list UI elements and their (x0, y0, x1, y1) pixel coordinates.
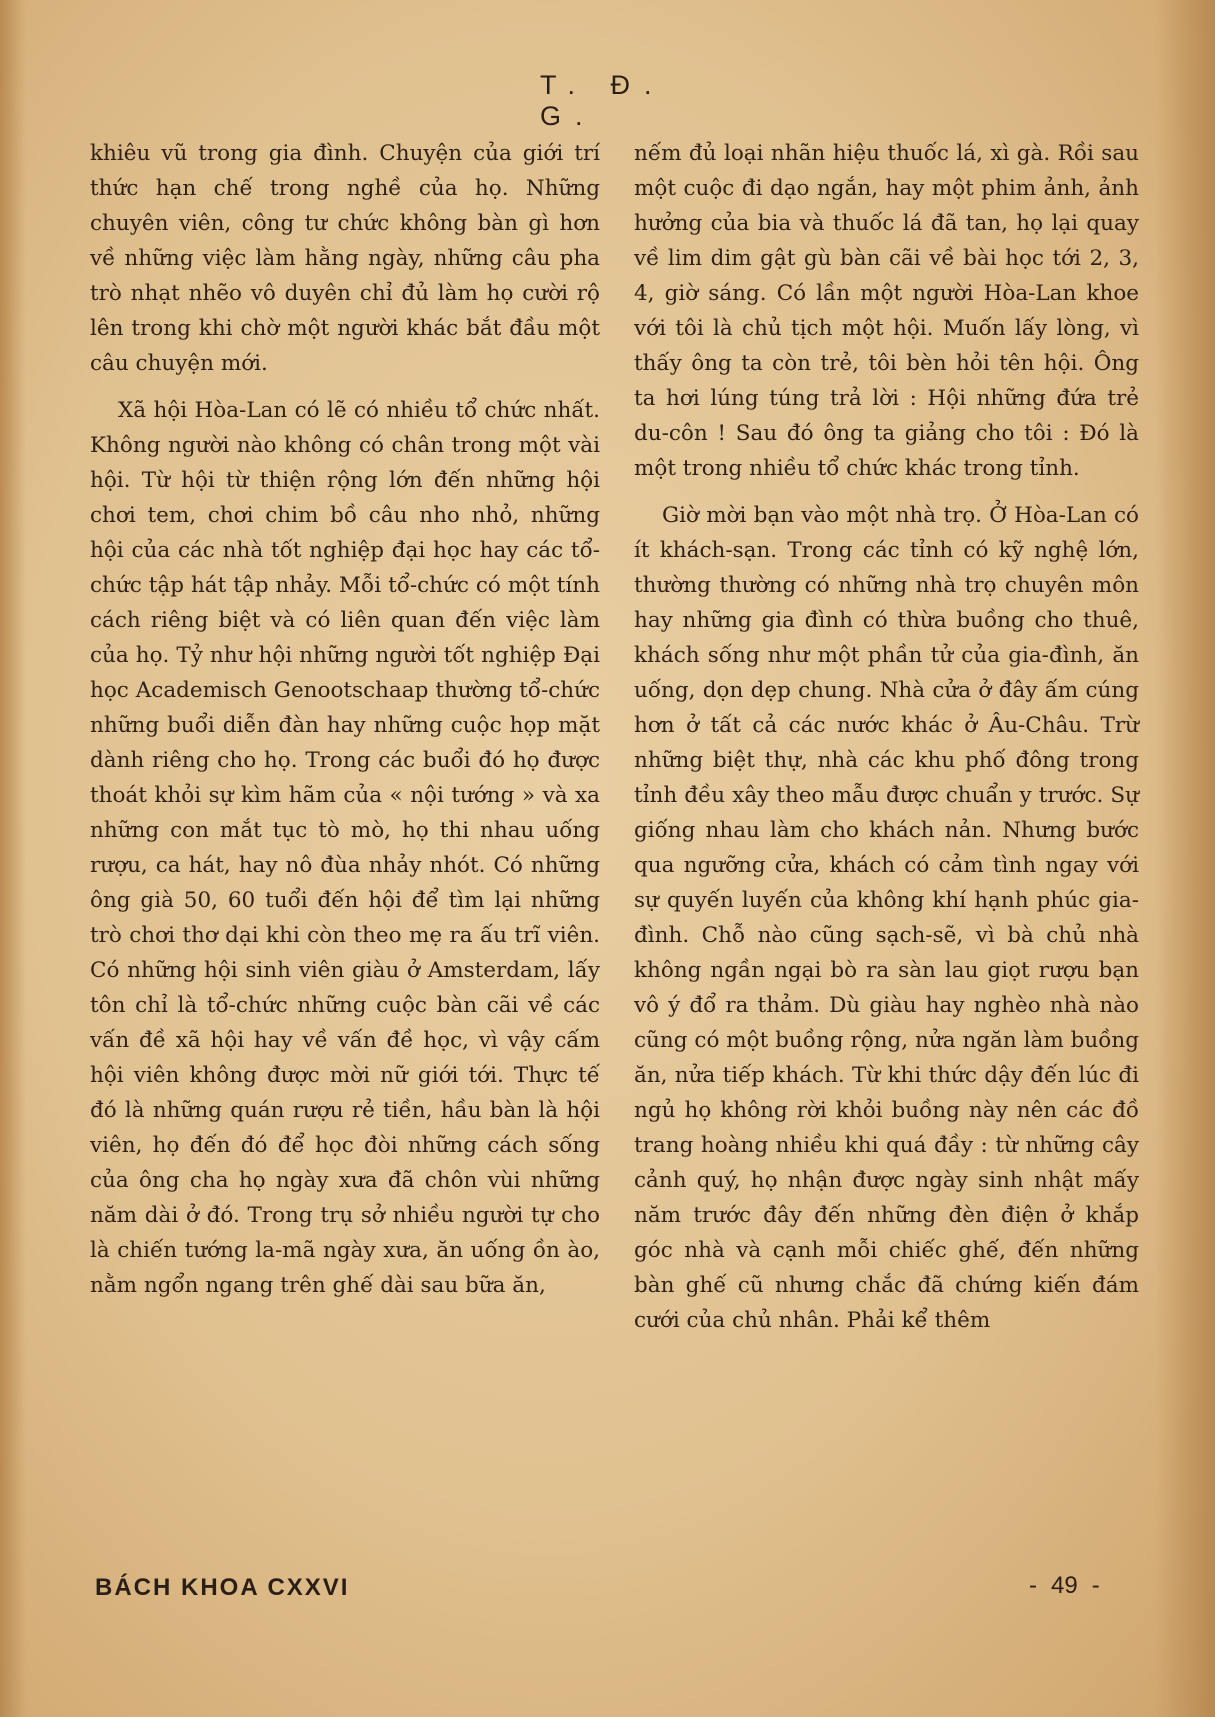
footer-dash-right: - (1091, 1572, 1100, 1599)
text-column-left (90, 136, 600, 1303)
page-edge-shadow-left (0, 0, 26, 1717)
page-number-footer (1015, 1572, 1114, 1600)
page-edge-shadow-right (1155, 0, 1215, 1717)
publication-footer: BÁCH KHOA CXXVI (95, 1574, 350, 1601)
paragraph-right-1: nếm đủ loại nhãn hiệu thuốc lá, xì gà. Rồi sau một cuộc đi dạo ngắn, hay một phim ảnh, ảnh hưởng của bia và thuốc lá đã tan, họ lại quay về lim dim gật gù bàn cãi về bài học tới 2, 3, 4, giờ sáng. Có lần một người Hòa-Lan khoe với tôi là chủ tịch một hội. Muốn lấy lòng, vì thấy ông ta còn trẻ, tôi bèn hỏi tên hội. Ông ta hơi lúng túng trả lời : Hội những đứa trẻ du-côn ! Sau đó ông ta giảng cho tôi : Đó là một trong nhiều tổ chức khác trong tỉnh. (634, 141, 1139, 481)
running-head: T. Đ. G. (540, 70, 666, 131)
paragraph-right-2: Giờ mời bạn vào một nhà trọ. Ở Hòa-Lan có ít khách-sạn. Trong các tỉnh có kỹ nghệ lớn, thường thường có những nhà trọ chuyên môn hay những gia đình có thừa buồng cho thuê, khách sống như một phần tử của gia-đình, ăn uống, dọn dẹp chung. Nhà cửa ở đây ấm cúng hơn ở tất cả các nước khác ở Âu-Châu. Trừ những biệt thự, nhà các khu phố đông trong tỉnh đều xây theo mẫu được chuẩn y trước. Sự giống nhau làm cho khách nản. Nhưng bước qua ngưỡng cửa, khách có cảm tình ngay với sự quyến luyến của không khí hạnh phúc gia-đình. Chỗ nào cũng sạch-sẽ, vì bà chủ nhà không ngần ngại bò ra sàn lau giọt rượu bạn vô ý đổ ra thảm. Dù giàu hay nghèo nhà nào cũng có một buồng rộng, nửa ngăn làm buồng ăn, nửa tiếp khách. Từ khi thức dậy đến lúc đi ngủ họ không rời khỏi buồng này nên các đồ trang hoàng nhiều khi quá đầy : từ những cây cảnh quý, họ nhận được ngày sinh nhật mấy năm trước đây đến những đèn điện ở khắp góc nhà và cạnh mỗi chiếc ghế, đến những bàn ghế cũ nhưng chắc đã chứng kiến đám cưới của chủ nhân. Phải kể thêm (634, 503, 1139, 1333)
paragraph-left-1: khiêu vũ trong gia đình. Chuyện của giới trí thức hạn chế trong nghề của họ. Những chuyên viên, công tư chức không bàn gì hơn về những việc làm hằng ngày, những câu pha trò nhạt nhẽo vô duyên chỉ đủ làm họ cười rộ lên trong khi chờ một người khác bắt đầu một câu chuyện mới. (90, 141, 600, 376)
paragraph-left-2: Xã hội Hòa-Lan có lẽ có nhiều tổ chức nhất. Không người nào không có chân trong một vài hội. Từ hội từ thiện rộng lớn đến những hội chơi tem, chơi chim bồ câu nho nhỏ, những hội của các nhà tốt nghiệp đại học hay các tổ-chức tập hát tập nhảy. Mỗi tổ-chức có một tính cách riêng biệt và có liên quan đến việc làm của họ. Tỷ như hội những người tốt nghiệp Đại học Academisch Genootschaap thường tổ-chức những buổi diễn đàn hay những cuộc họp mặt dành riêng cho họ. Trong các buổi đó họ được thoát khỏi sự kìm hãm của « nội tướng » và xa những con mắt tục tò mò, họ thi nhau uống rượu, ca hát, hay nô đùa nhảy nhót. Có những ông già 50, 60 tuổi đến hội để tìm lại những trò chơi thơ dại khi còn theo mẹ ra ấu trĩ viên. Có những hội sinh viên giàu ở Amsterdam, lấy tôn chỉ là tổ-chức những cuộc bàn cãi về các vấn đề xã hội hay về vấn đề học, vì vậy cấm hội viên không được mời nữ giới tới. Thực tế đó là những quán rượu rẻ tiền, hầu bàn là hội viên, họ đến đó để học đòi những cách sống của ông cha họ ngày xưa đã chôn vùi những năm dài ở đó. Trong trụ sở nhiều người tự cho là chiến tướng la-mã ngày xưa, ăn uống ồn ào, nằm ngổn ngang trên ghế dài sau bữa ăn, (90, 398, 600, 1298)
page-number: 49 (1051, 1572, 1078, 1599)
text-column-right (634, 136, 1139, 1338)
footer-dash-left: - (1029, 1572, 1037, 1599)
